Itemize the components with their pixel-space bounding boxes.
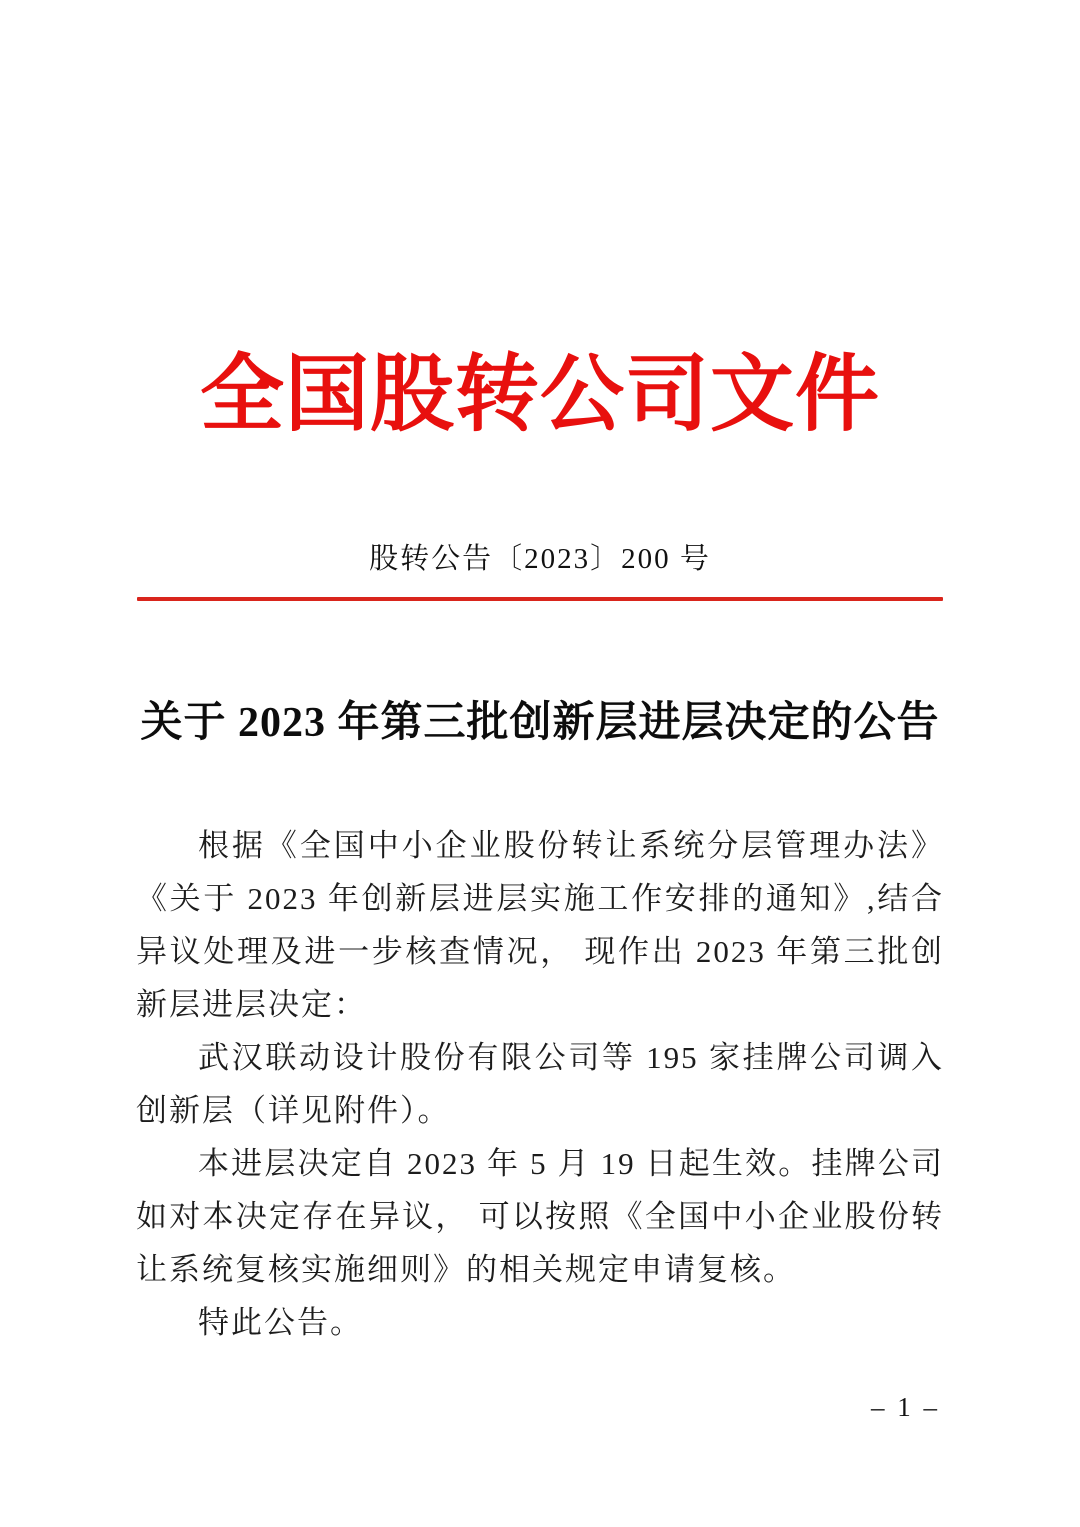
document-body — [136, 819, 944, 1349]
announcement-title: 关于 2023 年第三批创新层进层决定的公告 — [140, 700, 940, 747]
body-paragraph-effective-date: 本进层决定自 2023 年 5 月 19 日起生效。挂牌公司如对本决定存在异议， 可以按照《全国中小企业股份转让系统复核实施细则》的相关规定申请复核。 — [136, 1146, 944, 1288]
body-paragraph-companies: 武汉联动设计股份有限公司等 195 家挂牌公司调入创新层（详见附件）。 — [136, 1040, 944, 1129]
page-number: – 1 – — [871, 1392, 940, 1422]
agency-header-title: 全国股转公司文件 — [199, 349, 880, 442]
body-paragraph-basis: 根据《全国中小企业股份转让系统分层管理办法》《关于 2023 年创新层进层实施工作安排的通知》,结合异议处理及进一步核查情况， 现作出 2023 年第三批创新层进层决定： — [136, 828, 944, 1023]
body-paragraph-closing: 特此公告。 — [198, 1305, 363, 1341]
document-number: 股转公告〔2023〕200 号 — [369, 543, 711, 576]
red-divider-line — [137, 597, 943, 601]
